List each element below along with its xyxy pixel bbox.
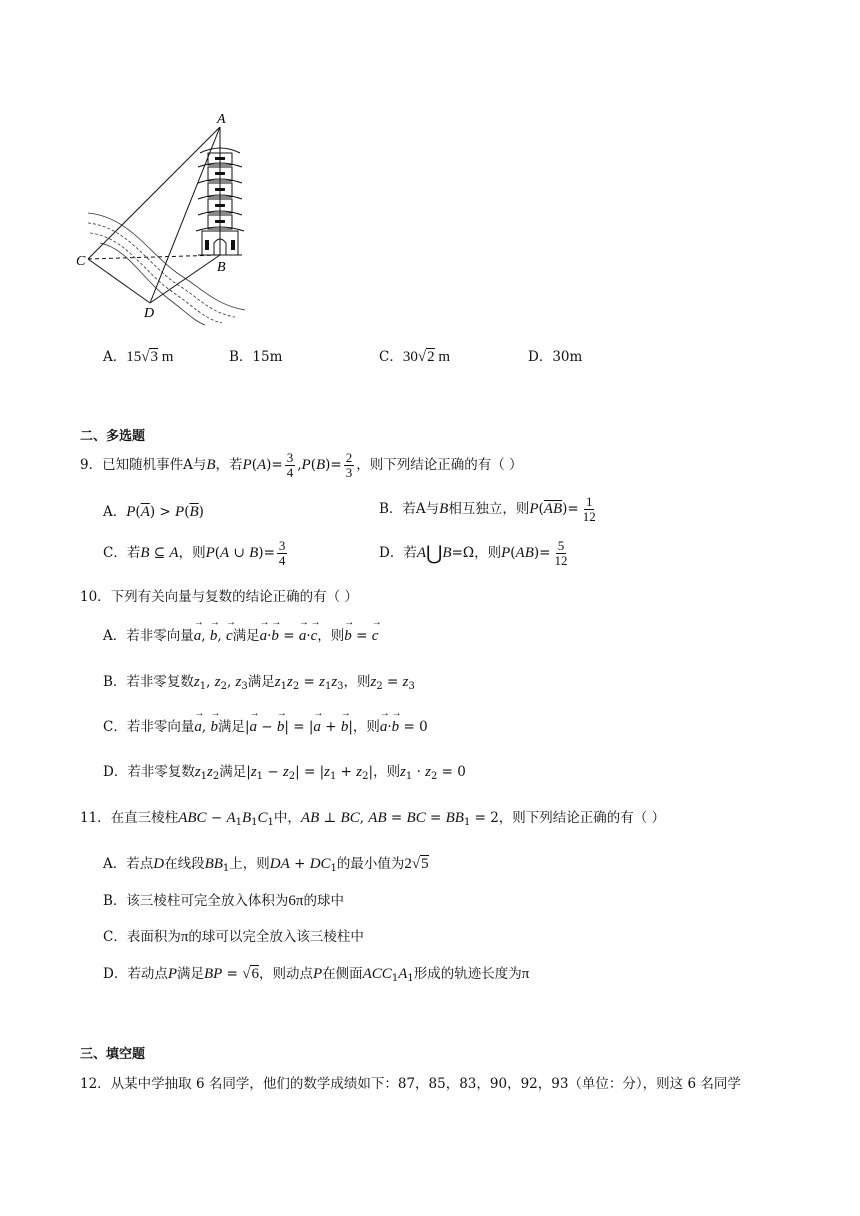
label-c: C (76, 254, 86, 269)
label-b: B (217, 260, 226, 275)
pagoda-figure (70, 105, 260, 330)
q10-option-b: B．若非零复数$z_1$, $z_2$, $z_3$满足$z_1z_2 = z_1z_3$，则$z_2 = z_3$ (103, 674, 415, 692)
q10-stem: 10．下列有关向量与复数的结论正确的有（ ） (80, 589, 358, 605)
q8-option-d: D．30m (528, 349, 583, 365)
section-2-title: 二、多选题 (80, 429, 146, 444)
q11-option-d: D．若动点P满足BP = √6，则动点P在侧面$ACC_1A_1$形成的轨迹长度为π (103, 966, 530, 984)
q11-option-a: A．若点D在线段$BB_1$上，则DA + $DC_1$的最小值为2√5 (103, 856, 429, 874)
label-a: A (217, 112, 226, 127)
q11-option-b: B．该三棱柱可完全放入体积为6π的球中 (103, 893, 344, 909)
q10-option-a: A．若非零向量→ a, → b, → c满足→ a·→ b = → a·→ c，则→ b = → c (103, 624, 378, 645)
q9-option-d: D．若A⋃B=Ω，则P(AB)= $\frac{5}{12}$ (379, 538, 568, 568)
q11-option-c: C．表面积为π的球可以完全放入该三棱柱中 (103, 929, 364, 945)
q12-stem: 12．从某中学抽取 6 名同学，他们的数学成绩如下：87，85，83，90，92，93（单位：分），则这 6 名同学 (80, 1076, 741, 1092)
q10-option-c: C．若非零向量→ a, → b满足|→ a − → b| = |→ a + → b|，则→ a·→ b = 0 (103, 715, 428, 736)
q8-option-a: A．15√3 m (103, 349, 174, 365)
section-3-title: 三、填空题 (80, 1047, 146, 1062)
q10-option-d: D．若非零复数$z_1z_2$满足$|z_1 - z_2| = |z_1 + z_2|$，则$z_1 \cdot z_2 = 0$ (103, 764, 466, 782)
q8-option-c: C．30√2 m (379, 349, 450, 365)
q9-stem: 9．已知随机事件A与B，若P(A)= $\frac{3}{4}$ ,P(B)= $\frac{2}{3}$ ，则下列结论正确的有（ ） (80, 450, 523, 480)
q8-option-b: B．15m (229, 349, 283, 365)
label-d: D (144, 306, 155, 321)
q9-option-a: A．$P(\overline{A}) > P(\overline{B})$ (103, 504, 204, 520)
q9-option-c: C．若B ⊆ A，则P(A ∪ B)= $\frac{3}{4}$ (103, 538, 286, 568)
q9-option-b: B．若A与B相互独立，则$P(\overline{AB})=$ $\frac{1}{12}$ (379, 494, 596, 524)
q11-stem: 11．在直三棱柱ABC − $A_1B_1C_1$中，AB ⊥ BC, AB = BC = $BB_1 = 2$，则下列结论正确的有（ ） (80, 810, 666, 828)
